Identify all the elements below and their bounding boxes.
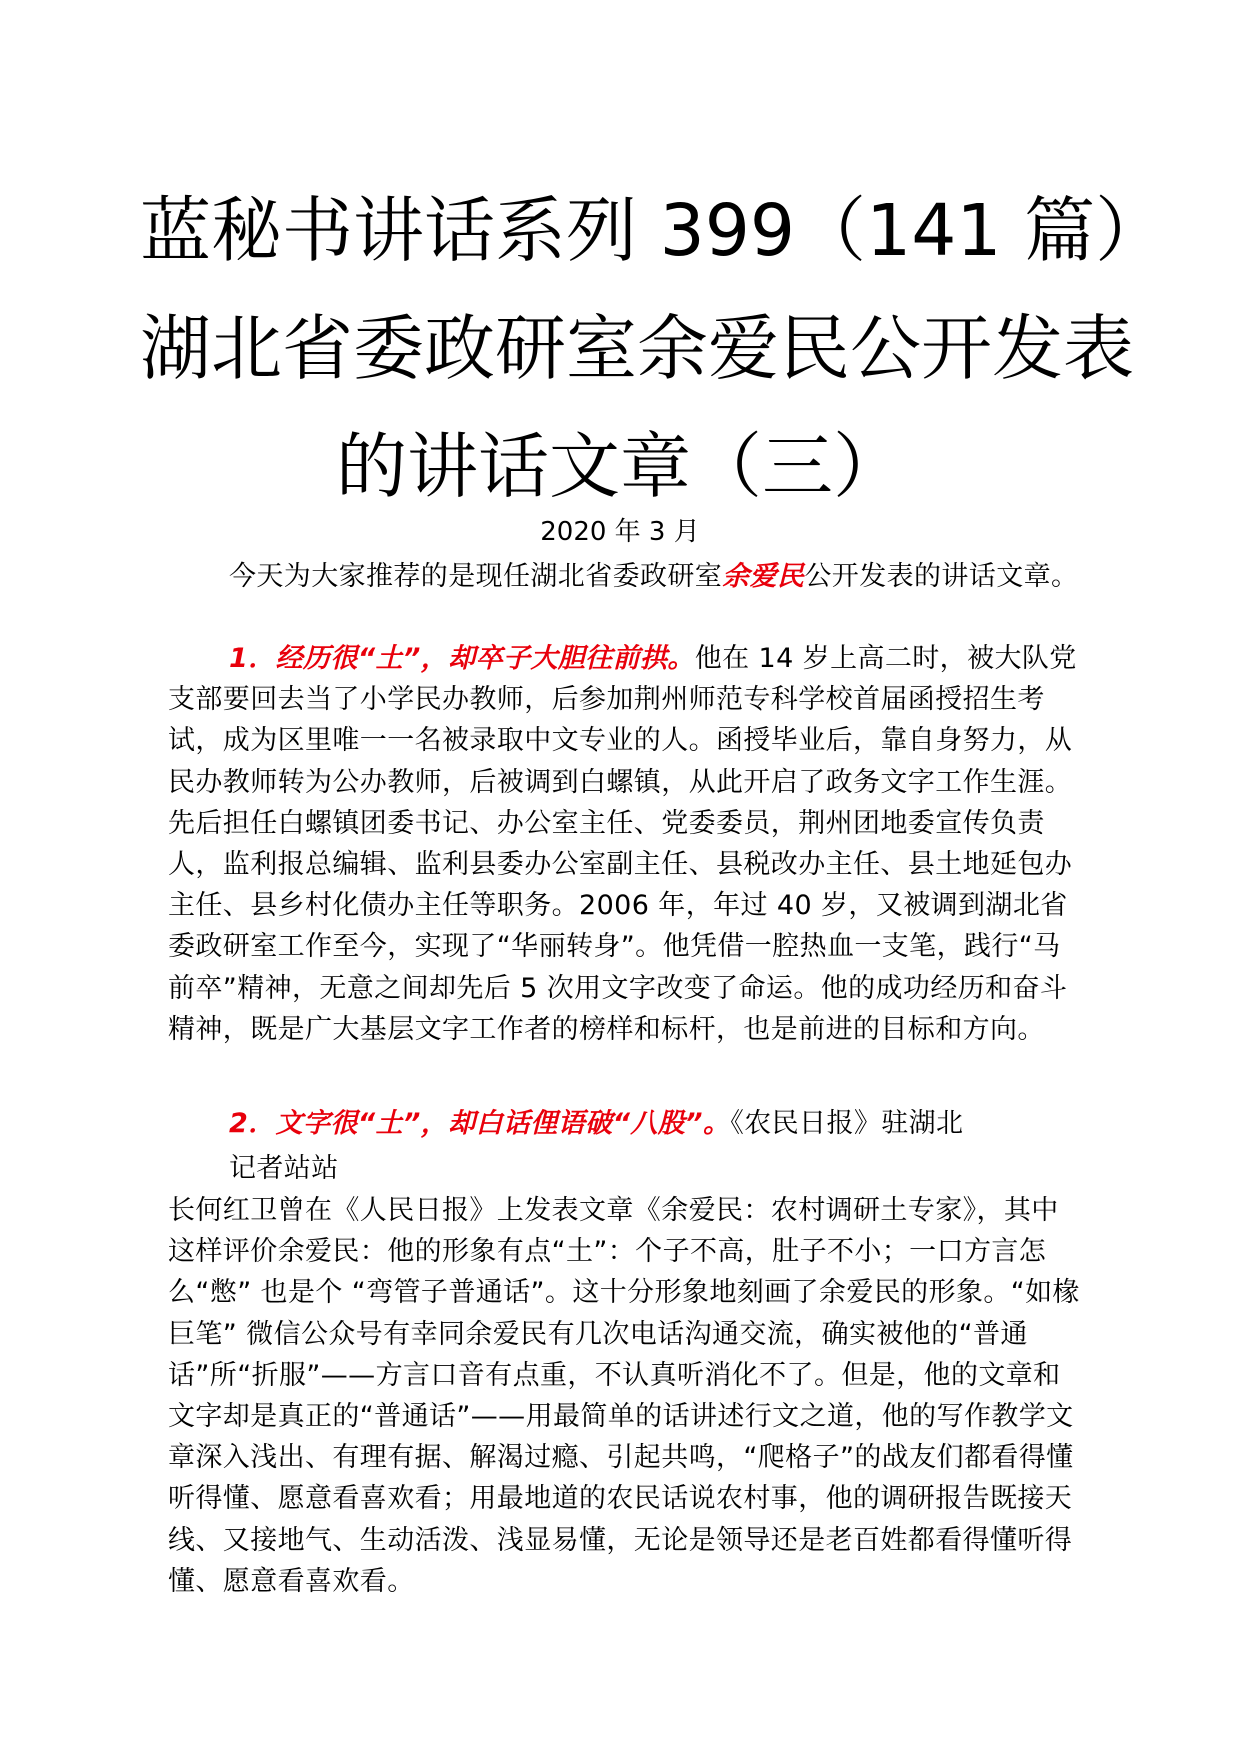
section1-heading: 1．经历很“土”，却卒子大胆往前拱。 (229, 643, 695, 674)
title-line-1: 蓝秘书讲话系列 399（141 篇） (140, 189, 1167, 272)
intro-paragraph (229, 556, 1086, 597)
section2-text-head: 《农民日报》驻湖北 (730, 1108, 964, 1139)
section2-heading: 2．文字很“土”，却白话俚语破“八股”。 (229, 1108, 731, 1139)
document-title (140, 172, 1167, 526)
section2-continuation-line: 记者站站 (229, 1153, 339, 1184)
section2-paragraph: 长何红卫曾在《人民日报》上发表文章《余爱民：农村调研土专家》，其中这样评价余爱民：他的形象有点“土”：个子不高，肚子不小；一口方言怎么“憋” 也是个 “弯管子普通话”。这十分形象地刻画了余爱民的形象。“如椽巨笔” 微信公众号有幸同余爱民有几次电话沟通交流，确实被他的“普通话”所“折服”——方言口音有点重，不认真听消化不了。但是，他的文章和文字却是真正的“普通话”——用最简单的话讲述行文之道，他的写作教学文章深入浅出、有理有据、解渴过瘾、引起共鸣，“爬格子”的战友们都看得懂听得懂、愿意看喜欢看；用最地道的农民话说农村事，他的调研报告既接天线、又接地气、生动活泼、浅显易懂，无论是领导还是老百姓都看得懂听得懂、愿意看喜欢看。 (168, 1195, 1080, 1597)
title-line-3: 的讲话文章（三） (335, 425, 904, 508)
section1-paragraph (168, 638, 1086, 1050)
title-line-2: 湖北省委政研室余爱民公开发表 (140, 307, 1135, 390)
section1-text: 他在 14 岁上高二时，被大队党支部要回去当了小学民办教师，后参加荆州师范专科学校首届函授招生考试，成为区里唯一一名被录取中文专业的人。函授毕业后，靠自身努力，从民办教师转为公办教师，后被调到白螺镇，从此开启了政务文字工作生涯。先后担任白螺镇团委书记、办公室主任、党委委员，荆州团地委宣传负责人，监利报总编辑、监利县委办公室副主任、县税改办主任、县土地延包办主任、县乡村化债办主任等职务。2006 年，年过 40 岁，又被调到湖北省委政研室工作至今，实现了“华丽转身”。他凭借一腔热血一支笔，践行“马前卒”精神，无意之间却先后 5 次用文字改变了命运。他的成功经历和奋斗精神，既是广大基层文字工作者的榜样和标杆，也是前进的目标和方向。 (168, 643, 1077, 1045)
intro-text-after: 公开发表的讲话文章。 (804, 561, 1079, 592)
document-date: 2020 年 3 月 (540, 517, 700, 547)
intro-highlight-name: 余爱民 (722, 561, 805, 592)
section2-heading-line (229, 1103, 1086, 1144)
intro-text-before: 今天为大家推荐的是现任湖北省委政研室 (229, 561, 723, 592)
